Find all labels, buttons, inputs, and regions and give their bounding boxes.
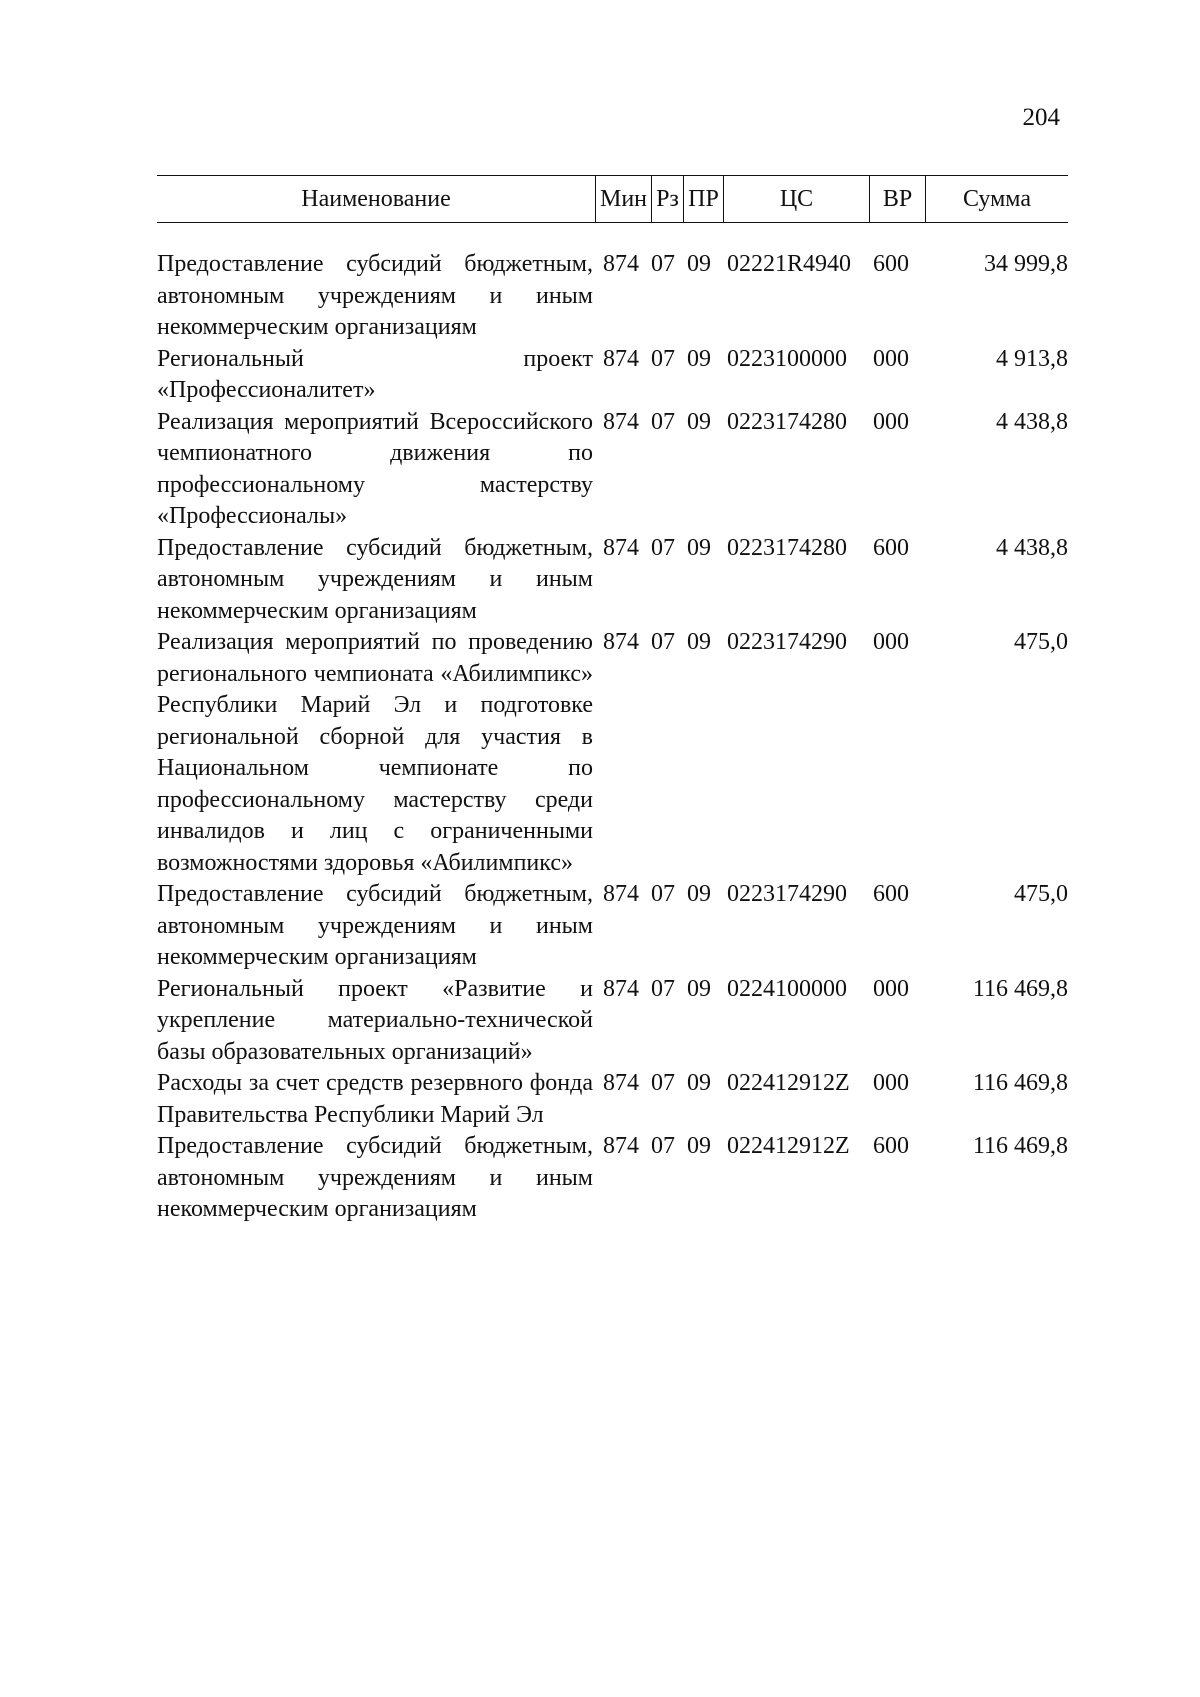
row-cs: 0223174280 — [727, 408, 847, 435]
row-pr: 09 — [687, 408, 711, 435]
row-vr: 600 — [873, 251, 909, 277]
header-sum: Сумма — [925, 176, 1068, 222]
row-cs: 022412912Z — [727, 1133, 850, 1159]
row-vr: 000 — [873, 629, 909, 655]
row-vr: 600 — [873, 881, 909, 907]
table-row — [157, 249, 1068, 344]
row-pr: 09 — [687, 629, 711, 655]
row-cs: 0223174290 — [727, 881, 847, 907]
row-sum: 475,0 — [1014, 629, 1068, 655]
row-rz: 07 — [651, 629, 675, 655]
row-sum: 4 913,8 — [996, 345, 1068, 372]
row-sum: 116 469,8 — [972, 1070, 1068, 1096]
row-vr: 000 — [873, 345, 909, 372]
row-sum: 116 469,8 — [972, 1133, 1068, 1159]
row-cs: 022412912Z — [727, 1070, 850, 1096]
row-rz: 07 — [651, 881, 675, 907]
table-row — [157, 879, 1068, 974]
row-name: Предоставление субсидий бюджетным, автономным учреждениям и иным некоммерческим организациям — [157, 534, 593, 624]
row-pr: 09 — [687, 975, 711, 1002]
header-vr: ВР — [869, 176, 925, 222]
row-rz: 07 — [651, 1070, 675, 1096]
row-vr: 000 — [873, 1070, 909, 1096]
row-min: 874 — [603, 1133, 639, 1159]
row-min: 874 — [603, 881, 639, 907]
header-rz: Рз — [651, 176, 683, 222]
header-pr: ПР — [683, 176, 723, 222]
page-number: 204 — [1022, 104, 1060, 131]
row-vr: 600 — [873, 534, 909, 561]
row-rz: 07 — [651, 345, 675, 372]
table-row — [157, 533, 1068, 628]
row-pr: 09 — [687, 345, 711, 372]
row-sum: 4 438,8 — [996, 408, 1068, 435]
row-name: Региональный проект «Профессионалитет» — [157, 345, 593, 403]
row-min: 874 — [603, 534, 639, 561]
row-rz: 07 — [651, 534, 675, 561]
row-pr: 09 — [687, 1070, 711, 1096]
row-cs: 0224100000 — [727, 975, 847, 1002]
row-rz: 07 — [651, 408, 675, 435]
row-vr: 600 — [873, 1133, 909, 1159]
row-vr: 000 — [873, 408, 909, 435]
row-rz: 07 — [651, 251, 675, 277]
row-sum: 34 999,8 — [984, 251, 1068, 277]
row-min: 874 — [603, 629, 639, 655]
row-rz: 07 — [651, 1133, 675, 1159]
row-min: 874 — [603, 975, 639, 1002]
row-name: Предоставление субсидий бюджетным, автономным учреждениям и иным некоммерческим организациям — [157, 1133, 593, 1222]
row-pr: 09 — [687, 881, 711, 907]
table-row — [157, 627, 1068, 879]
table-row — [157, 407, 1068, 533]
row-name: Предоставление субсидий бюджетным, автономным учреждениям и иным некоммерческим организациям — [157, 251, 593, 340]
row-name: Региональный проект «Развитие и укрепление материально-технической базы образовательных организаций» — [157, 975, 593, 1065]
header-name: Наименование — [301, 186, 451, 212]
row-sum: 475,0 — [1014, 881, 1068, 907]
row-cs: 0223174280 — [727, 534, 847, 561]
row-min: 874 — [603, 345, 639, 372]
table-row — [157, 1131, 1068, 1226]
table-body — [157, 249, 1068, 1226]
row-name: Реализация мероприятий по проведению регионального чемпионата «Абилимпикс» Республики Марий Эл и подготовке региональной сборной для участия в Национальном чемпионате по профессиональному мастерству среди инвалидов и лиц с ограниченными возможностями здоровья «Абилимпикс» — [157, 629, 593, 876]
row-name: Расходы за счет средств резервного фонда Правительства Республики Марий Эл — [157, 1070, 593, 1128]
row-name: Реализация мероприятий Всероссийского чемпионатного движения по профессиональному мастерству «Профессионалы» — [157, 408, 593, 529]
row-sum: 4 438,8 — [996, 534, 1068, 561]
table-header — [157, 175, 1068, 223]
row-pr: 09 — [687, 534, 711, 561]
table-row — [157, 1068, 1068, 1131]
row-cs: 0223100000 — [727, 345, 847, 372]
row-min: 874 — [603, 408, 639, 435]
row-min: 874 — [603, 1070, 639, 1096]
header-cs: ЦС — [723, 176, 869, 222]
row-cs: 0223174290 — [727, 629, 847, 655]
header-min: Мин — [595, 176, 651, 222]
row-vr: 000 — [873, 975, 909, 1002]
row-min: 874 — [603, 251, 639, 277]
row-sum: 116 469,8 — [972, 975, 1068, 1002]
row-pr: 09 — [687, 251, 711, 277]
table-row — [157, 344, 1068, 407]
row-rz: 07 — [651, 975, 675, 1002]
row-pr: 09 — [687, 1133, 711, 1159]
row-cs: 02221R4940 — [727, 251, 852, 277]
row-name: Предоставление субсидий бюджетным, автономным учреждениям и иным некоммерческим организациям — [157, 881, 593, 970]
table-row — [157, 974, 1068, 1069]
